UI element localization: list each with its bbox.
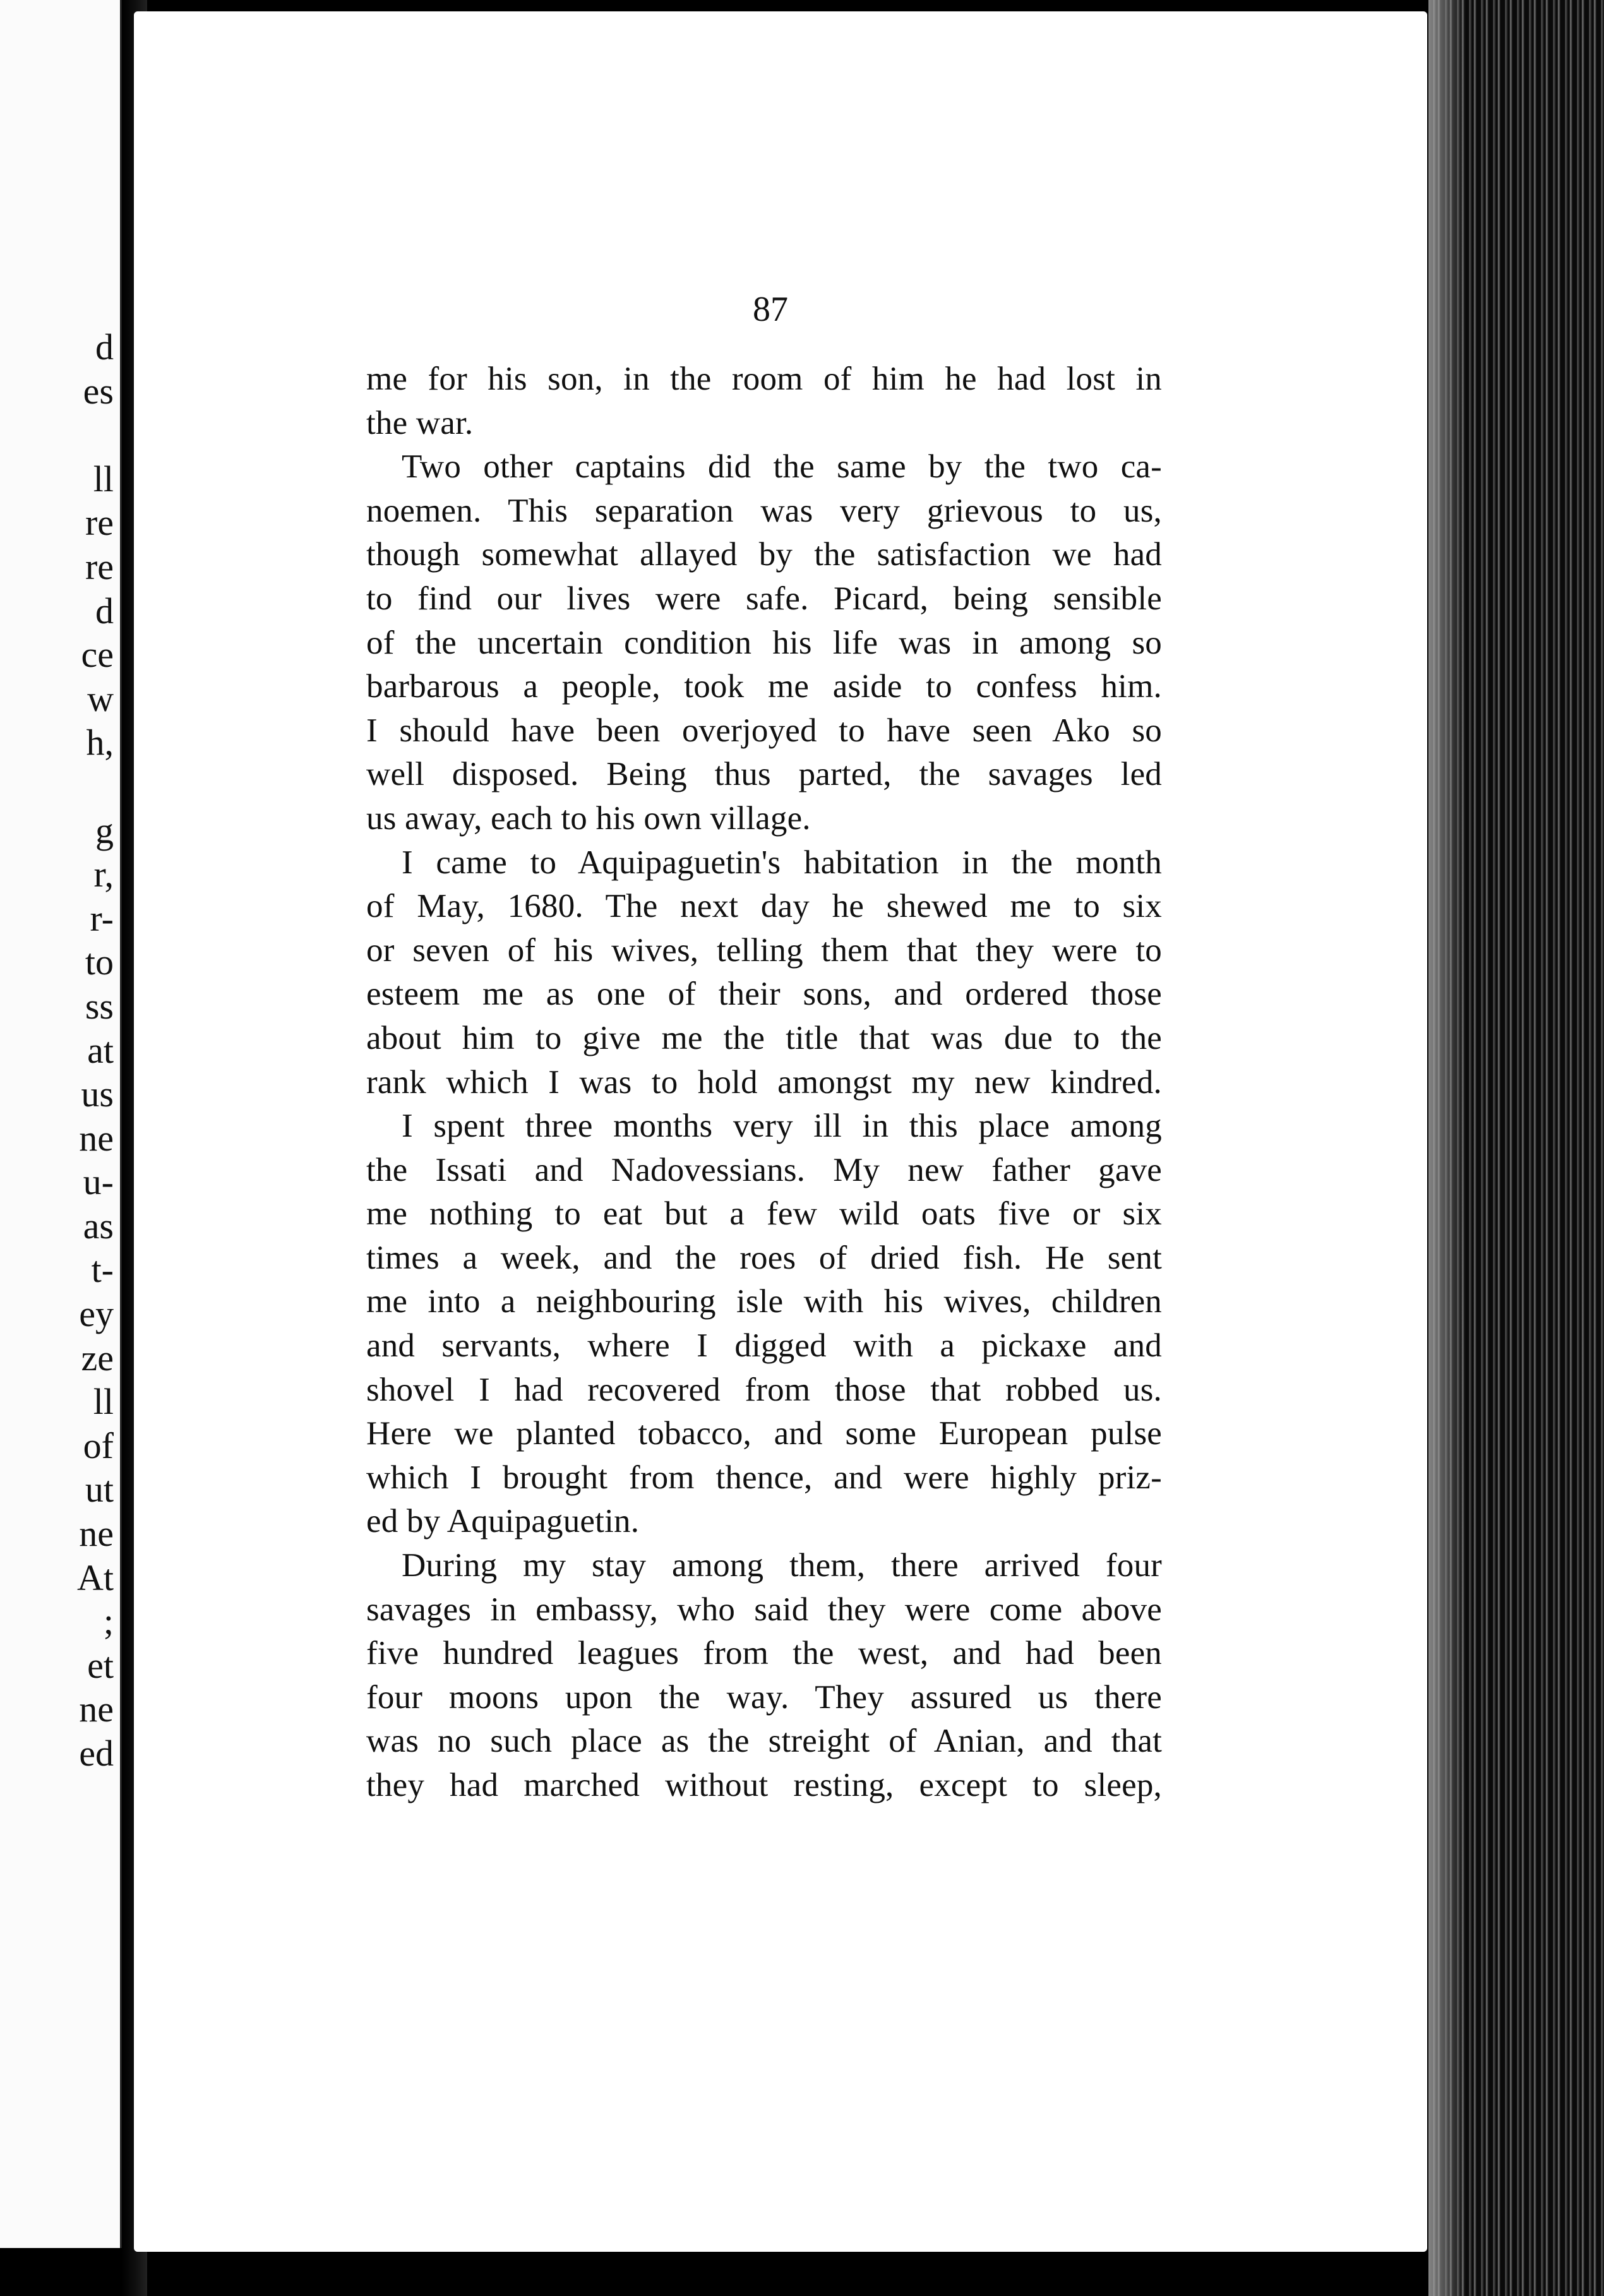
left-page-fragment: u- (83, 1161, 114, 1203)
page-number: 87 (753, 290, 788, 329)
text-line: esteem me as one of their sons, and ordered those (366, 976, 1162, 1013)
left-page-fragment: r, (93, 854, 114, 895)
left-page-fragment: of (83, 1425, 114, 1466)
left-page-fragment: ll (93, 458, 114, 499)
left-page-fragment: d (95, 326, 114, 368)
left-page-fragment: ; (103, 1601, 114, 1642)
text-line: well disposed. Being thus parted, the savages led (366, 756, 1162, 793)
left-page-fragment: ey (79, 1293, 114, 1335)
text-line: me for his son, in the room of him he had lost in (366, 361, 1162, 397)
left-page-fragment: to (85, 942, 114, 983)
text-line: barbarous a people, took me aside to confess him. (366, 668, 1162, 705)
left-page-fragment: ed (79, 1733, 114, 1774)
left-page-fragment: d (95, 590, 114, 631)
text-line: they had marched without resting, except to sleep, (366, 1767, 1162, 1803)
text-line: of May, 1680. The next day he shewed me to six (366, 888, 1162, 925)
left-page-fragment: as (83, 1205, 114, 1247)
left-page-fragment: h, (86, 722, 114, 763)
left-page-fragment: ne (79, 1689, 114, 1730)
text-line: noemen. This separation was very grievous to us, (366, 492, 1162, 529)
text-line: the war. (366, 404, 474, 441)
left-page-fragment: g (95, 810, 114, 851)
text-line: to find our lives were safe. Picard, being sensible (366, 580, 1162, 617)
text-line: me nothing to eat but a few wild oats five or six (366, 1195, 1162, 1233)
left-page-fragment: ze (81, 1337, 114, 1378)
left-page-fragment: ne (79, 1117, 114, 1159)
text-line: ed by Aquipaguetin. (366, 1503, 640, 1540)
text-line: though somewhat allayed by the satisfaction we had (366, 536, 1162, 573)
left-page-fragment: re (85, 546, 114, 587)
left-page-fragment: ut (85, 1469, 114, 1510)
text-line: and servants, where I digged with a pickaxe and (366, 1327, 1162, 1365)
book-page-edges (1428, 0, 1604, 2296)
text-line: the Issati and Nadovessians. My new father gave (366, 1151, 1162, 1188)
left-page-fragment: r- (90, 897, 114, 939)
text-line: Here we planted tobacco, and some European pulse (366, 1415, 1162, 1452)
text-line: I should have been overjoyed to have seen Ako so (366, 712, 1162, 749)
text-line: four moons upon the way. They assured us there (366, 1678, 1162, 1716)
text-line: I spent three months very ill in this place among (402, 1108, 1162, 1145)
left-page-fragment (25, 765, 114, 809)
text-line: Two other captains did the same by the two ca- (402, 448, 1162, 486)
text-line: us away, each to his own village. (366, 799, 811, 837)
text-line: me into a neighbouring isle with his wives, children (366, 1283, 1162, 1320)
text-line: five hundred leagues from the west, and had been (366, 1635, 1162, 1672)
left-page-text-fragments (25, 325, 114, 1776)
text-line: times a week, and the roes of dried fish. He sent (366, 1239, 1162, 1276)
text-line: rank which I was to hold amongst my new kindred. (366, 1063, 1162, 1101)
left-page-fragment (25, 413, 114, 457)
left-page-fragment: at (87, 1029, 114, 1071)
left-page-fragment: es (83, 370, 114, 412)
left-page-fragment: re (85, 502, 114, 544)
left-page-fragment: us (81, 1073, 114, 1115)
book-page (134, 11, 1427, 2252)
text-line: was no such place as the streight of Anian, and that (366, 1723, 1162, 1760)
left-page-fragment: ss (85, 985, 114, 1027)
left-page-fragment: t- (91, 1249, 114, 1291)
left-page-fragment: et (87, 1644, 114, 1686)
text-line: about him to give me the title that was due to the (366, 1019, 1162, 1056)
text-line: savages in embassy, who said they were come above (366, 1591, 1162, 1628)
text-line: During my stay among them, there arrived four (402, 1547, 1162, 1584)
text-line: shovel I had recovered from those that robbed us. (366, 1371, 1162, 1408)
left-page-fragment: w (87, 678, 114, 719)
text-line: I came to Aquipaguetin's habitation in the month (402, 844, 1162, 881)
left-page-fragment: ce (81, 634, 114, 676)
left-page-fragment: At (77, 1557, 114, 1598)
body-text (366, 357, 1162, 1808)
text-line: or seven of his wives, telling them that they were to (366, 931, 1162, 969)
left-page-fragment: ne (79, 1513, 114, 1555)
left-page-fragment: ll (93, 1381, 114, 1423)
text-line: which I brought from thence, and were highly priz- (366, 1459, 1162, 1496)
left-facing-page (0, 0, 122, 2248)
text-line: of the uncertain condition his life was in among so (366, 624, 1162, 661)
